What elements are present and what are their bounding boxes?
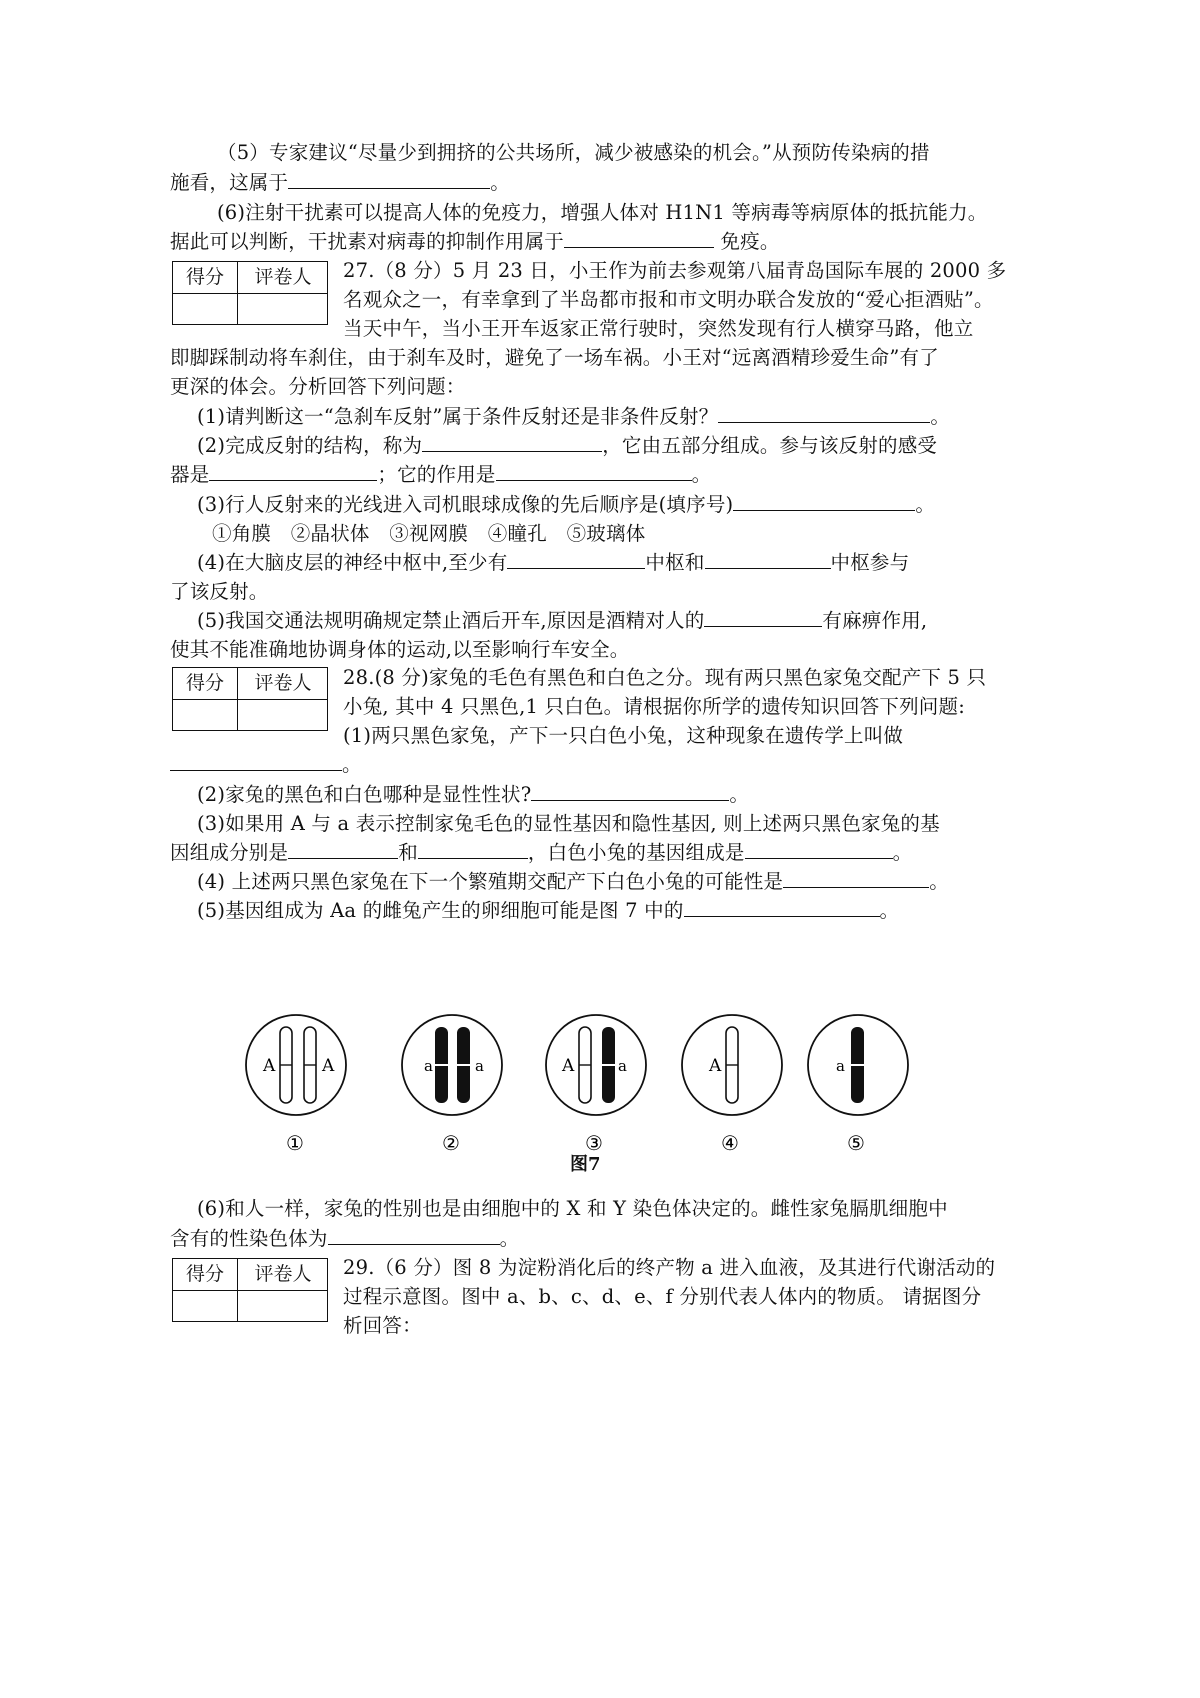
score-box bbox=[172, 1258, 328, 1322]
score-box bbox=[172, 667, 328, 731]
question-27-3-options: ①角膜 ②晶状体 ③视网膜 ④瞳孔 ⑤玻璃体 bbox=[212, 522, 646, 545]
question-27-stem: 当天中午，当小王开车返家正常行驶时，突然发现有行人横穿马路，他立 bbox=[343, 317, 974, 340]
score-label: 得分 bbox=[185, 672, 224, 694]
score-label: 得分 bbox=[185, 1263, 224, 1285]
answer-blank[interactable] bbox=[496, 462, 692, 481]
gene-label: a bbox=[836, 1057, 845, 1075]
cell-4 bbox=[682, 1015, 782, 1115]
question-28-1: 。 bbox=[170, 752, 362, 778]
question-27-3: (3)行人反射来的光线进入司机眼球成像的先后顺序是(填序号) 。 bbox=[197, 493, 936, 516]
question-29-stem: 29.（6 分）图 8 为淀粉消化后的终产物 a 进入血液，及其进行代谢活动的 bbox=[343, 1256, 996, 1279]
question-28-3: (3)如果用 A 与 a 表示控制家兔毛色的显性基因和隐性基因, 则上述两只黑色家兔的基 bbox=[197, 812, 940, 835]
question-27-2: 器是 ；它的作用是 。 bbox=[170, 463, 712, 486]
gene-label: A bbox=[263, 1056, 276, 1076]
text-line: （5）专家建议“尽量少到拥挤的公共场所，减少被感染的机会。”从预防传染病的措 bbox=[217, 141, 930, 164]
answer-blank[interactable] bbox=[288, 840, 398, 859]
question-28-4: (4) 上述两只黑色家兔在下一个繁殖期交配产下白色小兔的可能性是 。 bbox=[197, 870, 949, 893]
gene-label: A bbox=[709, 1056, 722, 1076]
question-28-3: 因组成分别是 和 ，白色小兔的基因组成是 。 bbox=[170, 841, 913, 864]
answer-blank[interactable] bbox=[704, 608, 822, 627]
cell-2 bbox=[402, 1015, 502, 1115]
question-28-6: (6)和人一样，家兔的性别也是由细胞中的 X 和 Y 染色体决定的。雌性家兔膈肌细胞中 bbox=[197, 1197, 948, 1220]
cell-number: ① bbox=[286, 1131, 304, 1155]
question-29-stem: 析回答： bbox=[343, 1314, 422, 1337]
answer-blank[interactable] bbox=[733, 492, 915, 511]
answer-blank[interactable] bbox=[705, 550, 831, 569]
cell-number: ② bbox=[442, 1131, 460, 1155]
question-27-1: (1)请判断这一“急刹车反射”属于条件反射还是非条件反射？ 。 bbox=[197, 405, 951, 428]
answer-blank[interactable] bbox=[209, 462, 377, 481]
question-28-stem: 28.(8 分)家兔的毛色有黑色和白色之分。现有两只黑色家兔交配产下 5 只 bbox=[343, 666, 987, 689]
score-label: 得分 bbox=[185, 266, 224, 288]
question-27-4: (4)在大脑皮层的神经中枢中,至少有 中枢和 中枢参与 bbox=[197, 551, 910, 574]
text-line: (6)注射干扰素可以提高人体的免疫力，增强人体对 H1N1 等病毒等病原体的抵抗能力。 bbox=[217, 201, 988, 224]
text-line: 据此可以判断，干扰素对病毒的抑制作用属于 免疫。 bbox=[170, 230, 780, 253]
answer-blank[interactable] bbox=[531, 782, 729, 801]
gene-label: A bbox=[562, 1056, 575, 1076]
question-27-4: 了该反射。 bbox=[170, 580, 269, 603]
gene-label: A bbox=[322, 1056, 335, 1076]
answer-blank[interactable] bbox=[684, 898, 880, 917]
question-27-5: 使其不能准确地协调身体的运动,以至影响行车安全。 bbox=[170, 638, 630, 661]
question-27-5: (5)我国交通法规明确规定禁止酒后开车,原因是酒精对人的 有麻痹作用, bbox=[197, 609, 928, 632]
question-27-2: (2)完成反射的结构，称为 ，它由五部分组成。参与该反射的感受 bbox=[197, 434, 938, 457]
question-28-2: (2)家兔的黑色和白色哪种是显性性状? 。 bbox=[197, 783, 750, 806]
cell-3 bbox=[546, 1015, 646, 1115]
cell-number: ④ bbox=[721, 1131, 739, 1155]
question-27-stem: 名观众之一，有幸拿到了半岛都市报和市文明办联合发放的“爱心拒酒贴”。 bbox=[343, 288, 994, 311]
score-box bbox=[172, 261, 328, 325]
answer-blank[interactable] bbox=[288, 170, 490, 189]
question-27-stem: 27.（8 分）5 月 23 日，小王作为前去参观第八届青岛国际车展的 2000 多 bbox=[343, 259, 1007, 282]
cell-number: ③ bbox=[585, 1131, 603, 1155]
answer-blank[interactable] bbox=[507, 550, 645, 569]
text-line: 施看，这属于 。 bbox=[170, 171, 510, 194]
question-27-stem: 更深的体会。分析回答下列问题： bbox=[170, 375, 466, 398]
answer-blank[interactable] bbox=[422, 433, 602, 452]
grader-label: 评卷人 bbox=[254, 266, 312, 288]
question-28-1: (1)两只黑色家兔，产下一只白色小兔，这种现象在遗传学上叫做 bbox=[343, 724, 904, 747]
question-28-5: (5)基因组成为 Aa 的雌兔产生的卵细胞可能是图 7 中的 。 bbox=[197, 899, 900, 922]
answer-blank[interactable] bbox=[718, 404, 930, 423]
answer-blank[interactable] bbox=[170, 752, 342, 771]
question-29-stem: 过程示意图。图中 a、b、c、d、e、f 分别代表人体内的物质。 请据图分 bbox=[343, 1285, 982, 1308]
answer-blank[interactable] bbox=[418, 840, 528, 859]
gene-label: a bbox=[475, 1057, 484, 1075]
cell-5 bbox=[808, 1015, 908, 1115]
gene-label: a bbox=[424, 1057, 433, 1075]
question-28-stem: 小兔, 其中 4 只黑色,1 只白色。请根据你所学的遗传知识回答下列问题: bbox=[343, 695, 965, 718]
answer-blank[interactable] bbox=[564, 229, 714, 248]
grader-label: 评卷人 bbox=[254, 1263, 312, 1285]
answer-blank[interactable] bbox=[783, 869, 929, 888]
answer-blank[interactable] bbox=[745, 840, 893, 859]
question-27-stem: 即脚踩制动将车刹住，由于刹车及时，避免了一场车祸。小王对“远离酒精珍爱生命”有了 bbox=[170, 346, 939, 369]
figure-title: 图7 bbox=[570, 1154, 601, 1175]
answer-blank[interactable] bbox=[328, 1226, 500, 1245]
grader-label: 评卷人 bbox=[254, 672, 312, 694]
cell-number: ⑤ bbox=[847, 1131, 865, 1155]
question-28-6: 含有的性染色体为 。 bbox=[170, 1227, 520, 1250]
gene-label: a bbox=[618, 1057, 627, 1075]
